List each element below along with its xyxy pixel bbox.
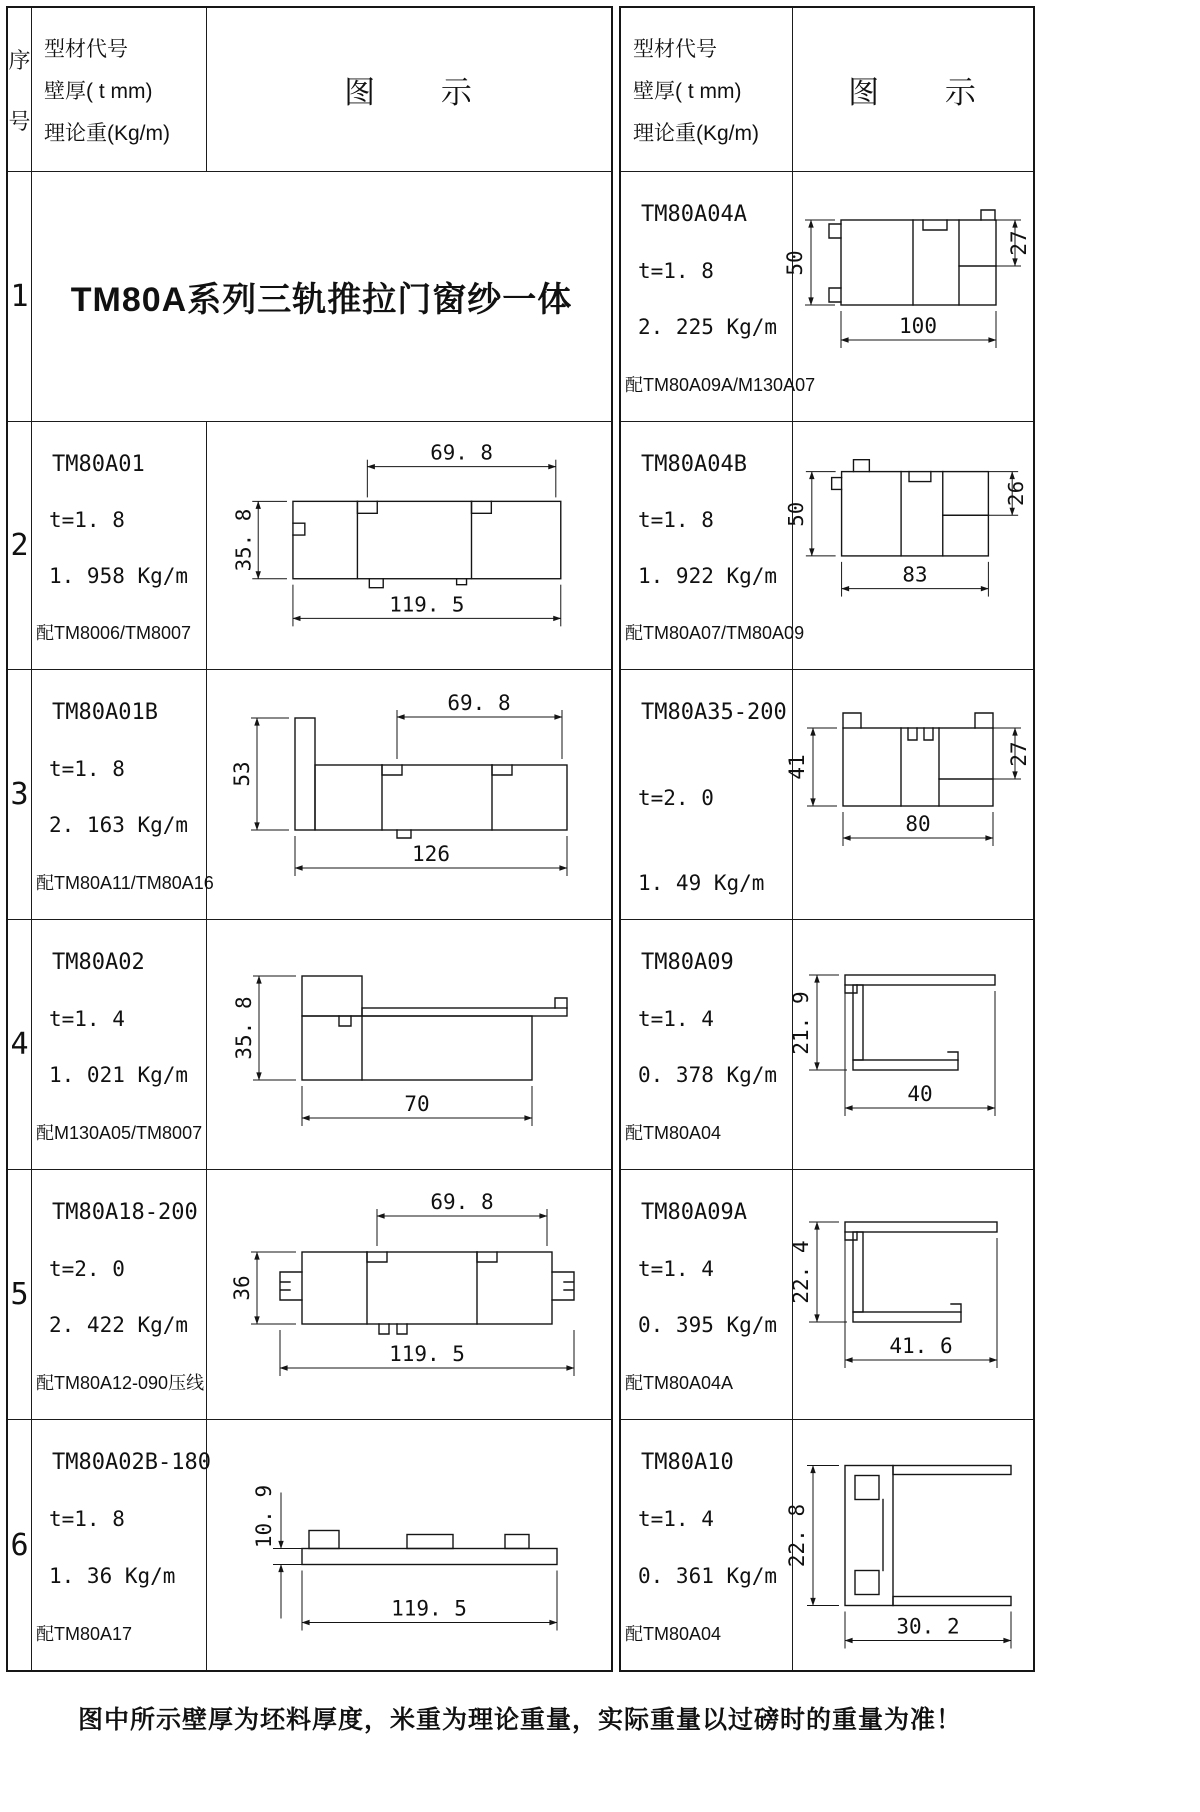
- profile-outline: [293, 501, 561, 587]
- profile-code: TM80A04B: [641, 452, 747, 477]
- profile-info-tm80a09: [621, 920, 793, 1170]
- dim-label: 41. 6: [889, 1334, 953, 1358]
- profile-match: 配TM80A09A/M130A07: [625, 375, 816, 395]
- profile-weight: 0. 395 Kg/m: [638, 1313, 778, 1337]
- header-diagram-label: 图 示: [344, 75, 474, 110]
- dimension-bottom: [845, 1612, 1011, 1649]
- dimension-left: [232, 976, 296, 1080]
- profile-match: 配TM80A04: [625, 1123, 722, 1143]
- profile-info-tm80a10: [621, 1420, 793, 1670]
- header-diagram-left: [207, 8, 611, 172]
- profile-outline: [295, 718, 567, 838]
- dimension-left: [231, 501, 287, 578]
- dimension-bottom: [280, 1330, 574, 1376]
- dim-label: 10. 9: [252, 1484, 276, 1549]
- header-diagram-label: 图 示: [848, 75, 978, 110]
- profile-diagram-tm80a09a: [789, 1170, 1033, 1420]
- seq-number: 6: [10, 1527, 29, 1563]
- dim-label: 26: [1004, 480, 1029, 506]
- profile-match: 配TM80A07/TM80A09: [625, 622, 805, 643]
- profile-drawing-tm80a02b-180: [207, 1420, 611, 1670]
- profile-thickness: t=2. 0: [638, 786, 714, 810]
- dimension-right: [996, 220, 1031, 266]
- profile-drawing-tm80a09: [789, 920, 1033, 1169]
- dimension-left: [785, 728, 837, 806]
- dim-label: 27: [1007, 230, 1031, 256]
- dim-label: 119. 5: [389, 592, 465, 617]
- dimension-top: [377, 1190, 547, 1246]
- profile-match: 配TM80A04A: [625, 1373, 734, 1393]
- profile-thickness: t=2. 0: [49, 1257, 125, 1281]
- row6-seq: [8, 1420, 32, 1670]
- profile-info-tm80a02: [32, 920, 207, 1170]
- profile-weight: 1. 021 Kg/m: [49, 1063, 189, 1087]
- row1-seq: [8, 172, 32, 422]
- profile-diagram-tm80a04a: [783, 172, 1033, 422]
- header-diagram-right: [793, 8, 1033, 172]
- profile-outline: [845, 1466, 1011, 1606]
- profile-info-tm80a02b-180: [32, 1420, 211, 1670]
- dim-label: 27: [1007, 741, 1031, 767]
- profile-diagram-tm80a02b-180: [207, 1420, 611, 1670]
- header-seq-top: 序: [8, 47, 31, 73]
- series-title-cell: [32, 172, 611, 422]
- dim-label: 50: [783, 501, 808, 527]
- table-right-half: [619, 6, 1035, 1672]
- dimension-left: [789, 975, 847, 1070]
- header-info-line2: 壁厚( t mm): [44, 79, 153, 103]
- seq-number: 5: [10, 1277, 29, 1312]
- dim-label: 41: [785, 754, 809, 780]
- profile-thickness: t=1. 8: [49, 508, 125, 533]
- profile-drawing-tm80a01b: [207, 670, 611, 919]
- dim-label: 35. 8: [231, 508, 256, 572]
- row3-seq: [8, 670, 32, 920]
- dimension-bottom: [843, 812, 993, 846]
- table-left-half: [6, 6, 613, 1672]
- profile-code: TM80A01B: [52, 700, 158, 725]
- row4-seq: [8, 920, 32, 1170]
- header-info-line3: 理论重(Kg/m): [633, 121, 759, 145]
- dim-label: 50: [783, 250, 807, 276]
- profile-outline: [829, 210, 996, 305]
- row5-seq: [8, 1170, 32, 1420]
- profile-weight: 1. 958 Kg/m: [49, 563, 189, 588]
- header-seq-bottom: 号: [8, 108, 31, 134]
- profile-outline: [302, 1531, 557, 1565]
- dimension-left: [252, 1485, 302, 1619]
- profile-code: TM80A09: [641, 950, 734, 975]
- profile-drawing-tm80a04b: [783, 422, 1033, 669]
- profile-thickness: t=1. 8: [638, 259, 714, 283]
- profile-weight: 1. 49 Kg/m: [638, 871, 765, 895]
- dim-label: 22. 8: [785, 1503, 809, 1568]
- dim-label: 21. 9: [789, 991, 813, 1055]
- dim-label: 22. 4: [789, 1240, 813, 1304]
- dim-label: 126: [412, 842, 450, 866]
- dim-label: 53: [230, 761, 254, 787]
- series-title: TM80A系列三轨推拉门窗纱一体: [70, 281, 573, 319]
- dim-label: 119. 5: [389, 1342, 465, 1366]
- seq-number: 3: [10, 777, 29, 812]
- dim-label: 40: [907, 1082, 933, 1106]
- profile-diagram-tm80a04b: [783, 422, 1033, 670]
- profile-diagram-tm80a02: [207, 920, 611, 1170]
- profile-outline: [843, 713, 993, 806]
- dim-label: 69. 8: [430, 440, 493, 465]
- dimension-bottom: [302, 1086, 532, 1126]
- profile-drawing-tm80a04a: [783, 172, 1033, 421]
- profile-diagram-tm80a10: [785, 1420, 1033, 1670]
- dimension-bottom: [841, 311, 996, 348]
- profile-info-tm80a35-200: [621, 670, 793, 920]
- profile-drawing-tm80a10: [785, 1420, 1033, 1670]
- profile-match: 配TM80A12-090压线: [36, 1373, 205, 1393]
- profile-info-tm80a09a: [621, 1170, 793, 1420]
- dimension-left: [785, 1466, 839, 1606]
- profile-weight: 2. 422 Kg/m: [49, 1313, 189, 1337]
- profile-diagram-tm80a35-200: [785, 670, 1033, 920]
- profile-code: TM80A04A: [641, 202, 747, 227]
- profile-diagram-tm80a01b: [207, 670, 611, 920]
- header-info-line3: 理论重(Kg/m): [44, 121, 170, 145]
- header-info-line1: 型材代号: [633, 37, 717, 61]
- dimension-right: [993, 728, 1031, 779]
- footer-note: [0, 1700, 1040, 1736]
- header-info-right: [621, 8, 793, 172]
- profile-diagram-tm80a18-200: [207, 1170, 611, 1420]
- dim-label: 119. 5: [391, 1596, 467, 1621]
- profile-weight: 0. 361 Kg/m: [638, 1563, 778, 1588]
- profile-outline: [280, 1252, 574, 1334]
- profile-match: 配TM8006/TM8007: [36, 622, 192, 643]
- profile-code: TM80A09A: [641, 1200, 747, 1225]
- dimension-top: [367, 441, 555, 498]
- profile-info-tm80a01b: [32, 670, 214, 920]
- profile-drawing-tm80a01: [207, 422, 611, 669]
- dim-label: 36: [230, 1275, 254, 1301]
- profile-diagram-tm80a09: [789, 920, 1033, 1170]
- profile-outline: [832, 460, 989, 556]
- profile-weight: 2. 225 Kg/m: [638, 315, 778, 339]
- profile-thickness: t=1. 4: [49, 1007, 125, 1031]
- row2-seq: [8, 422, 32, 670]
- dimension-bottom: [293, 585, 561, 627]
- dim-label: 35. 8: [232, 996, 256, 1060]
- dim-label: 100: [899, 314, 937, 338]
- profile-thickness: t=1. 8: [49, 1507, 125, 1532]
- dimension-bottom: [845, 1238, 997, 1368]
- profile-code: TM80A35-200: [641, 700, 787, 725]
- profile-match: 配TM80A17: [36, 1623, 133, 1644]
- profile-drawing-tm80a18-200: [207, 1170, 611, 1419]
- dim-label: 30. 2: [896, 1614, 960, 1639]
- dim-label: 69. 8: [447, 691, 511, 715]
- profile-thickness: t=1. 8: [638, 508, 714, 533]
- dimension-bottom: [302, 1571, 557, 1631]
- dim-label: 70: [404, 1092, 430, 1116]
- header-seq: [8, 8, 32, 172]
- dim-label: 80: [905, 812, 931, 836]
- dimension-bottom: [295, 836, 567, 876]
- profile-weight: 0. 378 Kg/m: [638, 1063, 778, 1087]
- profile-thickness: t=1. 4: [638, 1257, 714, 1281]
- dim-label: 83: [902, 562, 928, 587]
- header-info-line2: 壁厚( t mm): [633, 79, 742, 103]
- profile-code: TM80A18-200: [52, 1200, 198, 1225]
- profile-outline: [845, 1222, 997, 1322]
- profile-info-tm80a18-200: [32, 1170, 207, 1420]
- profile-info-tm80a01: [32, 422, 207, 670]
- profile-thickness: t=1. 8: [49, 757, 125, 781]
- profile-match: 配TM80A04: [625, 1623, 722, 1644]
- profile-match: 配M130A05/TM8007: [36, 1123, 203, 1143]
- dimension-left: [789, 1222, 847, 1322]
- seq-number: 4: [10, 1027, 29, 1062]
- seq-number: 2: [10, 528, 29, 563]
- dimension-bottom: [842, 562, 989, 597]
- profile-code: TM80A01: [52, 452, 145, 477]
- profile-thickness: t=1. 4: [638, 1007, 714, 1031]
- dimension-bottom: [845, 991, 995, 1116]
- profile-drawing-tm80a09a: [789, 1170, 1033, 1419]
- header-info-line1: 型材代号: [44, 37, 128, 61]
- dimension-top: [397, 691, 562, 759]
- dimension-left: [230, 718, 289, 830]
- profile-weight: 2. 163 Kg/m: [49, 813, 189, 837]
- profile-outline: [845, 975, 995, 1070]
- dimension-left: [230, 1252, 296, 1324]
- seq-number: 1: [10, 279, 29, 314]
- profile-drawing-tm80a35-200: [785, 670, 1033, 919]
- header-info-left: [32, 8, 207, 172]
- profile-match: 配TM80A11/TM80A16: [36, 873, 214, 893]
- profile-weight: 1. 922 Kg/m: [638, 563, 778, 588]
- dimension-right: [988, 472, 1028, 516]
- dim-label: 69. 8: [430, 1190, 494, 1214]
- footer-note-text: 图中所示壁厚为坯料厚度，米重为理论重量，实际重量以过磅时的重量为准！: [77, 1706, 962, 1734]
- profile-thickness: t=1. 4: [638, 1507, 714, 1532]
- profile-diagram-tm80a01: [207, 422, 611, 670]
- profile-code: TM80A02B-180: [52, 1450, 211, 1475]
- profile-drawing-tm80a02: [207, 920, 611, 1169]
- profile-weight: 1. 36 Kg/m: [49, 1563, 176, 1588]
- profile-code: TM80A10: [641, 1450, 734, 1475]
- profile-code: TM80A02: [52, 950, 145, 975]
- profile-outline: [302, 976, 567, 1080]
